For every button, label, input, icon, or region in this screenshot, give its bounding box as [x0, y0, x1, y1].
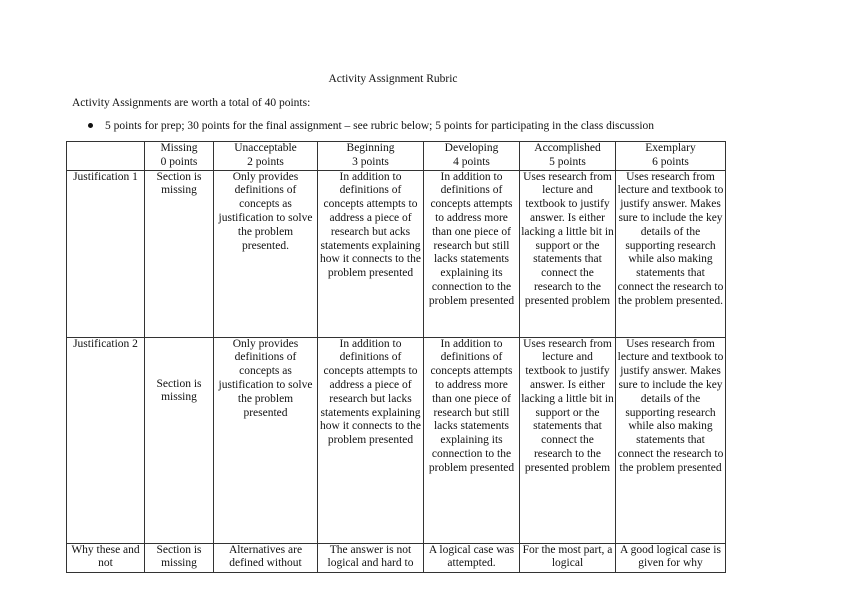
rubric-cell-developing [424, 543, 520, 572]
header-cell-beginning [318, 142, 424, 171]
header-level: Accomplished [534, 142, 601, 154]
cell-text: A good logical case is given for why [620, 543, 721, 570]
rubric-cell-unacceptable [214, 543, 318, 572]
cell-text: The answer is not logical and hard to [327, 543, 414, 570]
header-cell-empty [67, 142, 145, 171]
header-cell-unacceptable [214, 142, 318, 171]
rubric-cell-beginning: In addition to definitions of concepts attempts to address a piece of research but lacks statements explaining how it connects to the problem presented [318, 337, 424, 543]
header-cell-developing [424, 142, 520, 171]
rubric-cell-beginning [318, 543, 424, 572]
bullet-item [88, 119, 654, 133]
criterion-cell [67, 543, 145, 572]
bullet-icon [88, 123, 93, 128]
header-points: 2 points [247, 155, 284, 168]
rubric-cell-developing: In addition to definitions of concepts attempts to address more than one piece of research but still lacks statements explaining its connection to the problem presented [424, 170, 520, 337]
rubric-cell-accomplished: Uses research from lecture and textbook to justify answer. Is either lacking a little bit in support or the statements that connect the research to the presented problem [520, 170, 616, 337]
rubric-cell-missing: Section is missing [145, 170, 214, 337]
header-level: Unacceptable [234, 142, 297, 154]
table-row [67, 170, 726, 337]
table-row [67, 337, 726, 543]
rubric-cell-unacceptable: Only provides definitions of concepts as justification to solve the problem presented [214, 337, 318, 543]
header-level: Beginning [346, 142, 395, 154]
header-cell-missing [145, 142, 214, 171]
rubric-cell-exemplary: Uses research from lecture and textbook to justify answer. Makes sure to include the key details of the supporting research while also making statements that connect the research to the problem presented [616, 337, 726, 543]
header-points: 5 points [549, 155, 586, 168]
header-points: 6 points [652, 155, 689, 168]
rubric-cell-missing: Section is missing [145, 337, 214, 543]
criterion-cell: Justification 1 [67, 170, 145, 337]
criterion-text: Why these and not [71, 543, 140, 570]
criterion-cell: Justification 2 [67, 337, 145, 543]
header-level: Missing [160, 142, 198, 154]
rubric-cell-developing: In addition to definitions of concepts attempts to address more than one piece of research but still lacks statements explaining its connection to the problem presented [424, 337, 520, 543]
rubric-cell-beginning: In addition to definitions of concepts attempts to address a piece of research but acks statements explaining how it connects to the problem presented [318, 170, 424, 337]
header-points: 0 points [160, 155, 198, 168]
rubric-cell-accomplished: Uses research from lecture and textbook to justify answer. Is either lacking a little bit in support or the statements that connect the research to the presented problem [520, 337, 616, 543]
table-row [67, 543, 726, 572]
rubric-cell-unacceptable: Only provides definitions of concepts as justification to solve the problem presented. [214, 170, 318, 337]
rubric-cell-missing [145, 543, 214, 572]
header-points: 4 points [453, 155, 490, 168]
cell-text: Section is missing [156, 543, 202, 570]
rubric-table [66, 141, 726, 573]
header-cell-accomplished [520, 142, 616, 171]
header-cell-exemplary [616, 142, 726, 171]
table-header-row [67, 142, 726, 171]
header-points: 3 points [352, 155, 389, 168]
header-level: Exemplary [645, 142, 696, 154]
rubric-cell-exemplary: Uses research from lecture and textbook to justify answer. Makes sure to include the key details of the supporting research while also making statements that connect the research to the problem presented. [616, 170, 726, 337]
rubric-cell-exemplary [616, 543, 726, 572]
document-title: Activity Assignment Rubric [328, 73, 458, 85]
cell-text: A logical case was attempted. [428, 543, 515, 570]
cell-text: Alternatives are defined without [228, 543, 303, 570]
cell-text: For the most part, a logical [522, 543, 613, 570]
bullet-text: 5 points for prep; 30 points for the final assignment – see rubric below; 5 points for participating in the class discussion [105, 120, 655, 132]
intro-text: Activity Assignments are worth a total of 40 points: [72, 97, 311, 109]
header-level: Developing [444, 142, 499, 154]
rubric-cell-accomplished [520, 543, 616, 572]
